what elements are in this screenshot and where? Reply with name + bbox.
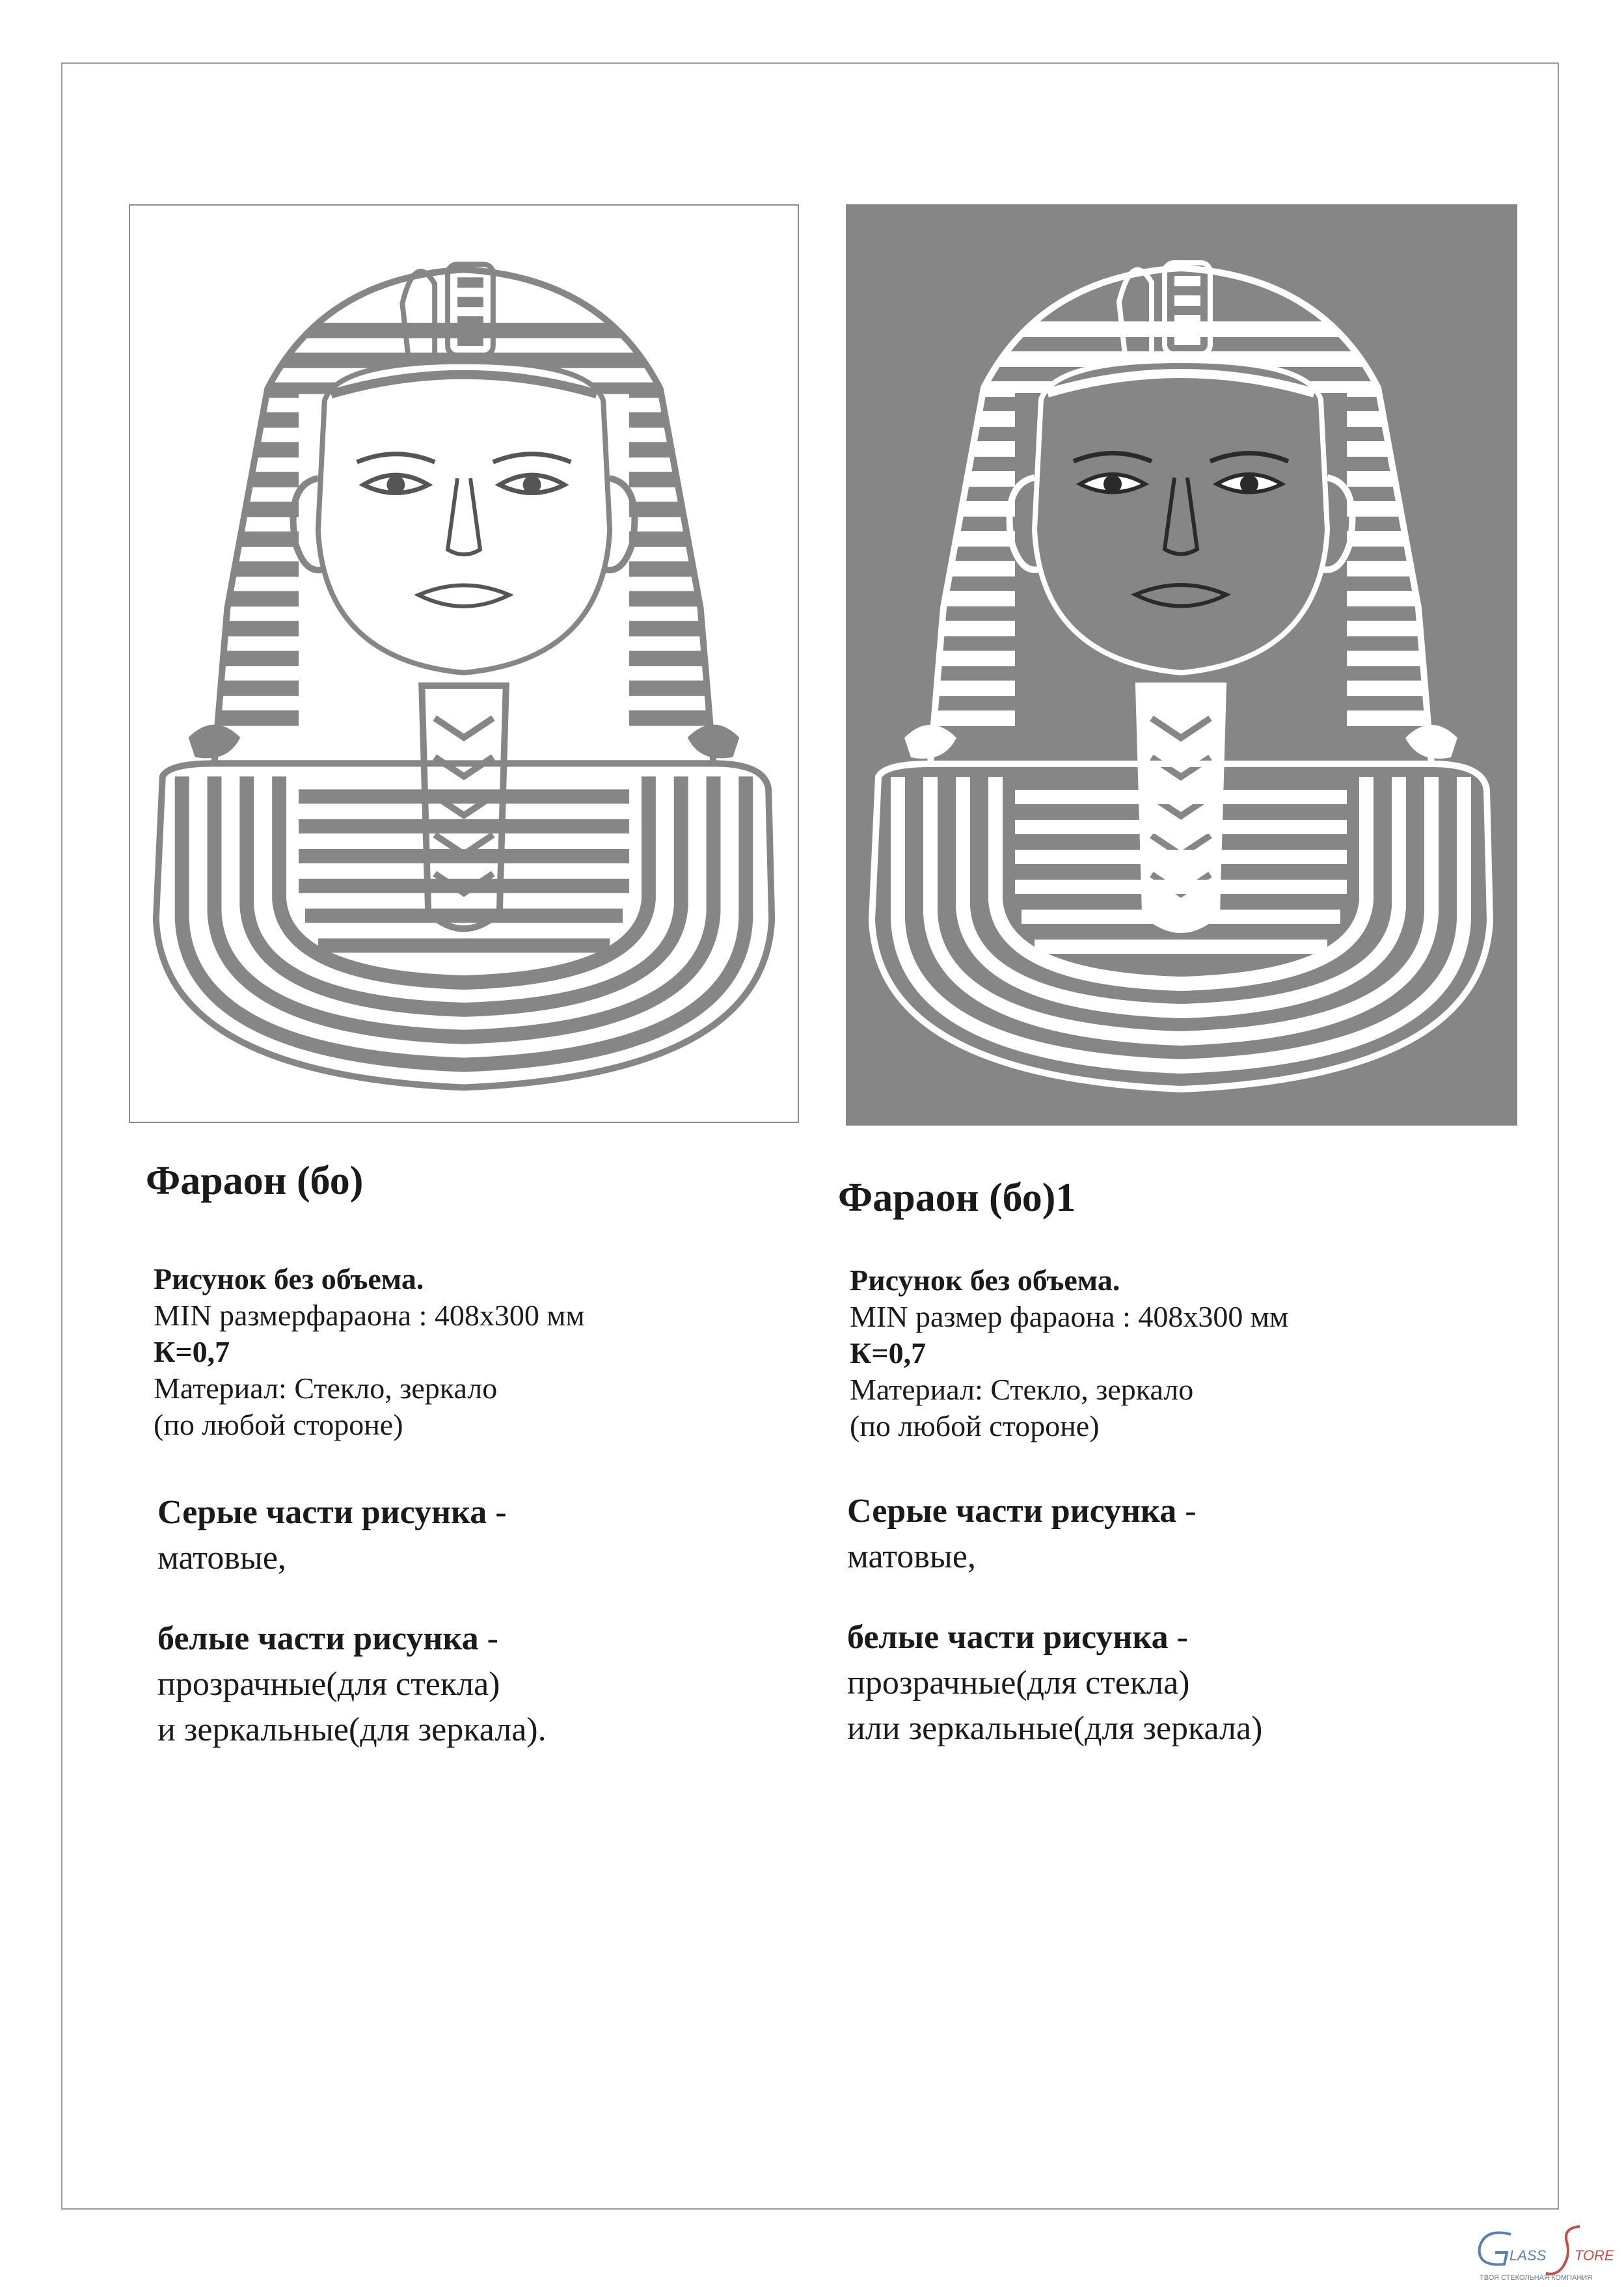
right-spec-line-5: (по любой стороне) <box>850 1409 1100 1442</box>
left-gray-dash: - <box>487 1494 507 1531</box>
left-spec-line-4: Материал: Стекло, зеркало <box>154 1372 498 1405</box>
left-gray-value: матовые, <box>157 1539 286 1577</box>
logo-text-store: TORE <box>1575 2247 1614 2264</box>
left-white-value-2: и зеркальные(для зеркала). <box>157 1711 547 1748</box>
left-spec-line-1: Рисунок без объема. <box>154 1262 424 1295</box>
pharaoh-mask-gray-image <box>130 206 798 1122</box>
left-design-title: Фараон (бо) <box>146 1159 364 1203</box>
logo-text-glass: LASS <box>1509 2247 1547 2264</box>
right-white-value-1: прозрачные(для стекла) <box>847 1664 1190 1701</box>
right-spec-line-2: MIN размер фараона : 408x300 мм <box>850 1300 1289 1333</box>
left-white-dash: - <box>478 1620 498 1657</box>
right-white-value-2: или зеркальные(для зеркала) <box>847 1710 1263 1747</box>
right-spec-line-3: К=0,7 <box>850 1336 927 1370</box>
left-white-label: белые части рисунка <box>157 1620 479 1657</box>
right-white-dash: - <box>1168 1619 1188 1656</box>
left-spec-line-5: (по любой стороне) <box>154 1408 403 1441</box>
pharaoh-mask-inverted-image <box>846 204 1517 1126</box>
left-spec-line-3: К=0,7 <box>154 1335 230 1368</box>
glass-store-logo <box>1465 2221 1624 2284</box>
left-spec-block <box>154 1261 585 1443</box>
right-spec-line-1: Рисунок без объема. <box>850 1264 1120 1297</box>
left-legend-block <box>157 1490 547 1753</box>
left-gray-label: Серые части рисунка <box>157 1494 487 1531</box>
pharaoh-design-gray-on-white <box>129 204 799 1123</box>
right-gray-dash: - <box>1176 1493 1197 1530</box>
right-gray-value: матовые, <box>847 1538 976 1575</box>
left-white-value-1: прозрачные(для стекла) <box>157 1666 500 1703</box>
right-design-title: Фараон (бо)1 <box>838 1176 1076 1220</box>
left-spec-line-2: MIN размерфараона : 408x300 мм <box>154 1299 585 1332</box>
pharaoh-design-white-on-gray <box>846 204 1517 1126</box>
right-gray-label: Серые части рисунка <box>847 1493 1177 1530</box>
logo-tagline: ТВОЯ СТЕКОЛЬНАЯ КОМПАНИЯ <box>1480 2274 1593 2282</box>
right-spec-line-4: Материал: Стекло, зеркало <box>850 1373 1194 1406</box>
right-spec-block <box>850 1262 1288 1444</box>
right-white-label: белые части рисунка <box>847 1619 1169 1656</box>
right-legend-block <box>847 1489 1262 1752</box>
